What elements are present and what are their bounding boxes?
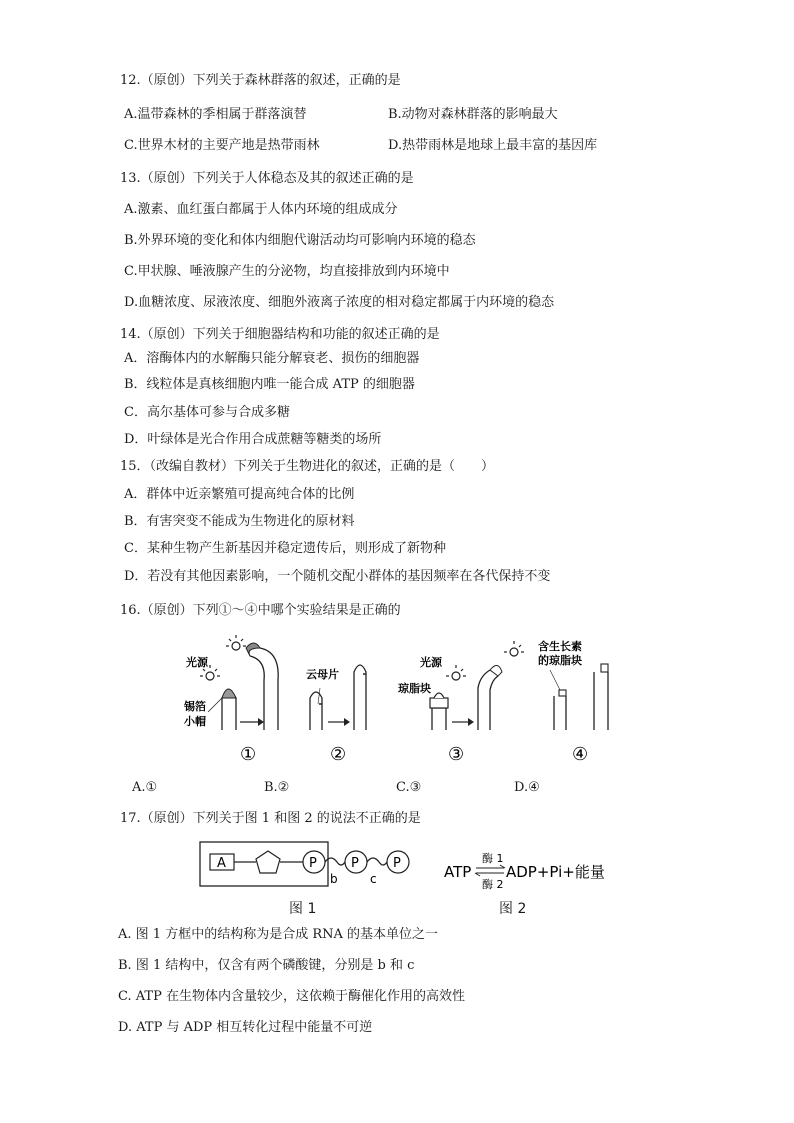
q12-option-d: D.热带雨林是地球上最丰富的基因库 xyxy=(388,138,598,153)
fig2-caption: 图 2 xyxy=(499,901,527,917)
q13-stem: 13.（原创）下列关于人体稳态及其的叙述正确的是 xyxy=(120,171,414,186)
q12-option-b: B.动物对森林群落的影响最大 xyxy=(388,107,558,122)
light-source-icon-3b xyxy=(504,641,524,656)
q15-stem: 15．（改编自教材）下列关于生物进化的叙述，正确的是（ ） xyxy=(120,459,495,474)
q17-figure-2 xyxy=(444,848,614,892)
light-source-label-1: 光源 xyxy=(186,656,208,669)
foil-cap-label-line2: 小帽 xyxy=(184,715,206,728)
q16-panel-4 xyxy=(538,639,608,765)
fig2-atp: ATP xyxy=(444,863,472,881)
fig1-ribose-pentagon xyxy=(256,851,280,873)
q16-panel-1 xyxy=(184,635,278,765)
auxin-agar-label-line1: 含生长素 xyxy=(538,640,582,653)
q15-option-a: A．群体中近亲繁殖可提高纯合体的比例 xyxy=(124,487,355,502)
q16-stem: 16.（原创）下列①～④中哪个实验结果是正确的 xyxy=(120,603,401,618)
q16-figure xyxy=(180,630,620,770)
foil-cap-label-line1: 锡箔 xyxy=(184,700,206,713)
agar-label: 琼脂块 xyxy=(398,682,431,695)
fig1-bond-b: b xyxy=(330,872,338,886)
q14-option-c: C．高尔基体可参与合成多糖 xyxy=(124,405,290,420)
panel-number-3: ③ xyxy=(448,744,465,765)
light-source-label-3: 光源 xyxy=(420,656,442,669)
panel-number-1: ① xyxy=(240,744,257,765)
q15-option-b: B．有害突变不能成为生物进化的原材料 xyxy=(124,514,355,529)
fig2-enzyme2: 酶 2 xyxy=(482,878,504,891)
q17-figure-1 xyxy=(198,838,418,890)
fig1-adenine-label: A xyxy=(217,856,226,871)
fig2-enzyme1: 酶 1 xyxy=(482,852,504,865)
q13-option-d: D.血糖浓度、尿液浓度、细胞外液离子浓度的相对稳定都属于内环境的稳态 xyxy=(124,295,555,310)
fig1-p2-label: P xyxy=(351,856,359,871)
q13-option-a: A.激素、血红蛋白都属于人体内环境的组成成分 xyxy=(124,202,398,217)
q15-option-c: C．某种生物产生新基因并稳定遗传后，则形成了新物种 xyxy=(124,541,446,556)
q17-option-c: C. ATP 在生物体内含量较少，这依赖于酶催化作用的高效性 xyxy=(118,989,465,1004)
q16-panel-2 xyxy=(306,665,366,765)
q14-option-d: D．叶绿体是光合作用合成蔗糖等糖类的场所 xyxy=(124,432,382,447)
q12-stem: 12.（原创）下列关于森林群落的叙述，正确的是 xyxy=(120,73,401,88)
q13-option-c: C.甲状腺、唾液腺产生的分泌物，均直接排放到内环境中 xyxy=(124,264,450,279)
fig1-bond-c: c xyxy=(370,872,377,886)
q12-option-c: C.世界木材的主要产地是热带雨林 xyxy=(124,138,320,153)
fig2-products: ADP+Pi+能量 xyxy=(506,863,605,881)
fig1-p3-label: P xyxy=(393,856,401,871)
panel-number-2: ② xyxy=(330,744,347,765)
q17-option-d: D. ATP 与 ADP 相互转化过程中能量不可逆 xyxy=(118,1020,373,1035)
light-source-icon-3 xyxy=(446,665,466,680)
q16-option-b: B.② xyxy=(264,780,290,795)
fig1-p1-label: P xyxy=(309,856,317,871)
q14-stem: 14.（原创）下列关于细胞器结构和功能的叙述正确的是 xyxy=(120,327,440,342)
light-source-icon-1b xyxy=(226,635,246,650)
q16-option-a: A.① xyxy=(132,780,158,795)
q14-option-b: B．线粒体是真核细胞内唯一能合成 ATP 的细胞器 xyxy=(124,377,415,392)
q16-option-d: D.④ xyxy=(514,780,540,795)
q17-stem: 17.（原创）下列关于图 1 和图 2 的说法不正确的是 xyxy=(120,811,421,826)
q13-option-b: B.外界环境的变化和体内细胞代谢活动均可影响内环境的稳态 xyxy=(124,233,476,248)
panel-number-4: ④ xyxy=(572,744,589,765)
auxin-agar-label-line2: 的琼脂块 xyxy=(538,654,582,667)
q17-option-a: A. 图 1 方框中的结构称为是合成 RNA 的基本单位之一 xyxy=(118,927,439,942)
fig1-caption: 图 1 xyxy=(289,901,317,917)
q12-option-a: A.温带森林的季相属于群落演替 xyxy=(124,107,307,122)
q15-option-d: D．若没有其他因素影响，一个随机交配小群体的基因频率在各代保持不变 xyxy=(124,569,551,584)
q16-option-c: C.③ xyxy=(396,780,422,795)
mica-label: 云母片 xyxy=(306,668,339,681)
q16-panel-3 xyxy=(398,641,524,765)
q14-option-a: A．溶酶体内的水解酶只能分解衰老、损伤的细胞器 xyxy=(124,351,420,366)
q17-option-b: B. 图 1 结构中，仅含有两个磷酸键，分别是 b 和 c xyxy=(118,958,415,973)
